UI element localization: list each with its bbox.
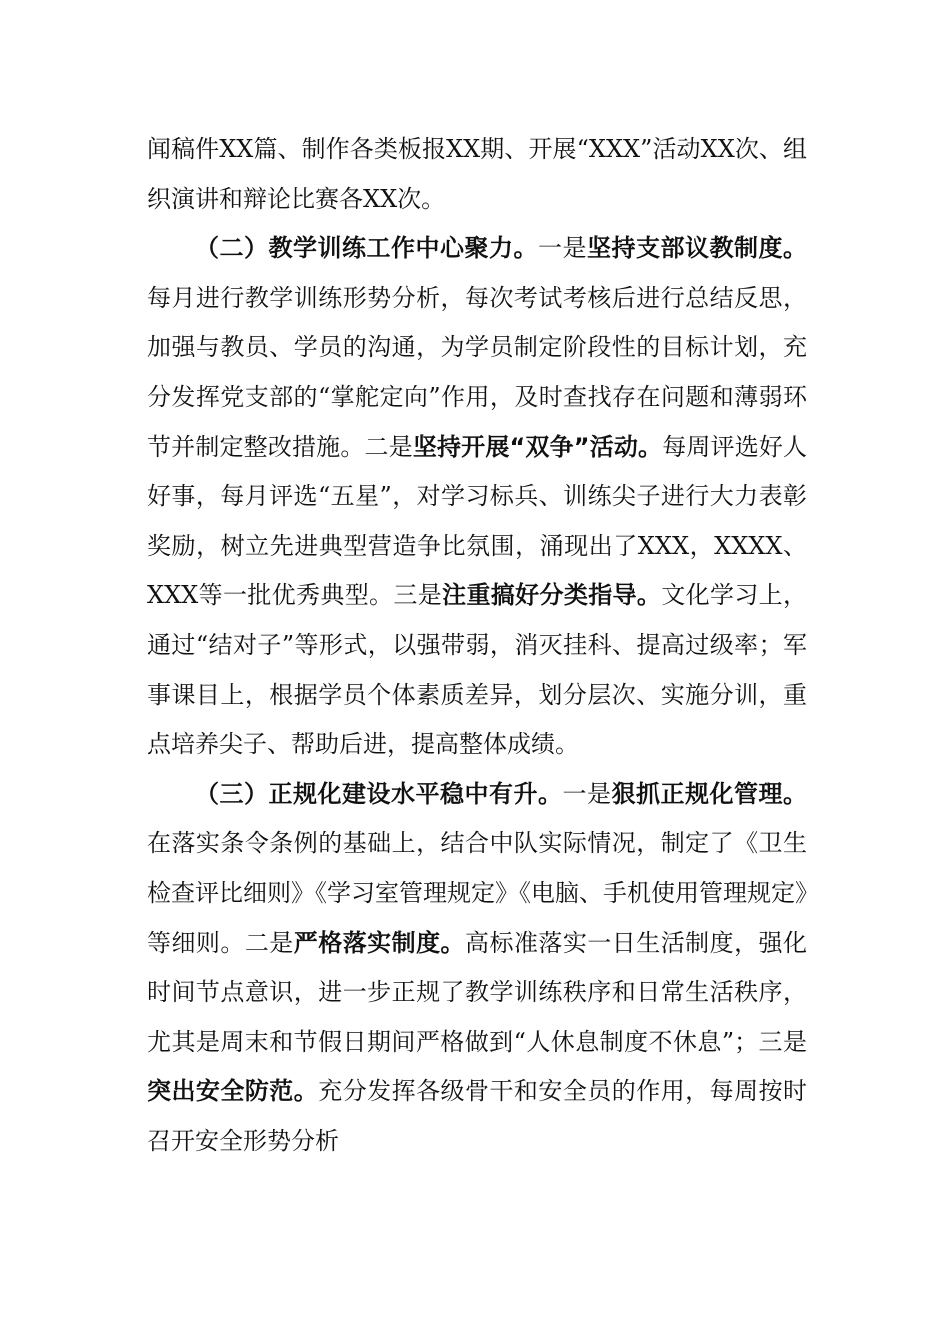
- paragraph-regularization: [147, 770, 807, 1167]
- bold-phrase: 突出安全防范。: [147, 1077, 319, 1106]
- document-page: [147, 125, 807, 1166]
- bold-phrase: 严格落实制度。: [293, 928, 466, 957]
- section-heading: （二）教学训练工作中心聚力。: [195, 234, 538, 263]
- bold-phrase: 坚持开展“双争”活动。: [412, 432, 663, 461]
- paragraph-text: 每周评选好人好事，每月评选“五星”，对学习标兵、训练尖子进行大力表彰奖励，树立先进典型营造争比氛围，涌现出了XXX，XXXX、XXX等一批优秀典型。三是: [147, 432, 808, 610]
- paragraph-text: 闻稿件XX篇、制作各类板报XX期、开展“XXX”活动XX次、组织演讲和辩论比赛各XX次。: [147, 135, 807, 213]
- bold-phrase: 注重搞好分类指导。: [442, 581, 662, 610]
- paragraph-text: 每月进行教学训练形势分析，每次考试考核后进行总结反思，加强与教员、学员的沟通，为学员制定阶段性的目标计划，充分发挥党支部的“掌舵定向”作用，及时查找存在问题和薄弱环节并制定整改措施。二是: [147, 283, 807, 461]
- paragraph-continuation: [147, 125, 807, 224]
- paragraph-text: 在落实条令条例的基础上，结合中队实际情况，制定了《卫生检查评比细则》《学习室管理规定》《电脑、手机使用管理规定》等细则。二是: [147, 829, 807, 957]
- paragraph-text: 文化学习上，通过“结对子”等形式，以强带弱，消灭挂科、提高过级率；军事课目上，根据学员个体素质差异，划分层次、实施分训，重点培养尖子、帮助后进，提高整体成绩。: [147, 581, 808, 759]
- paragraph-text: 充分发挥各级骨干和安全员的作用，每周按时召开安全形势分析: [147, 1077, 808, 1155]
- paragraph-teaching-training: [147, 224, 807, 770]
- section-heading: （三）正规化建设水平稳中有升。: [195, 779, 563, 808]
- bold-phrase: 坚持支部议教制度。: [587, 234, 807, 263]
- bold-phrase: 狠抓正规化管理。: [611, 779, 807, 808]
- paragraph-text: 一是: [562, 779, 612, 808]
- paragraph-text: 一是: [538, 234, 587, 263]
- paragraph-text: 高标准落实一日生活制度，强化时间节点意识，进一步正规了教学训练秩序和日常生活秩序，尤其是周末和节假日期间严格做到“人休息制度不休息”；三是: [147, 928, 808, 1056]
